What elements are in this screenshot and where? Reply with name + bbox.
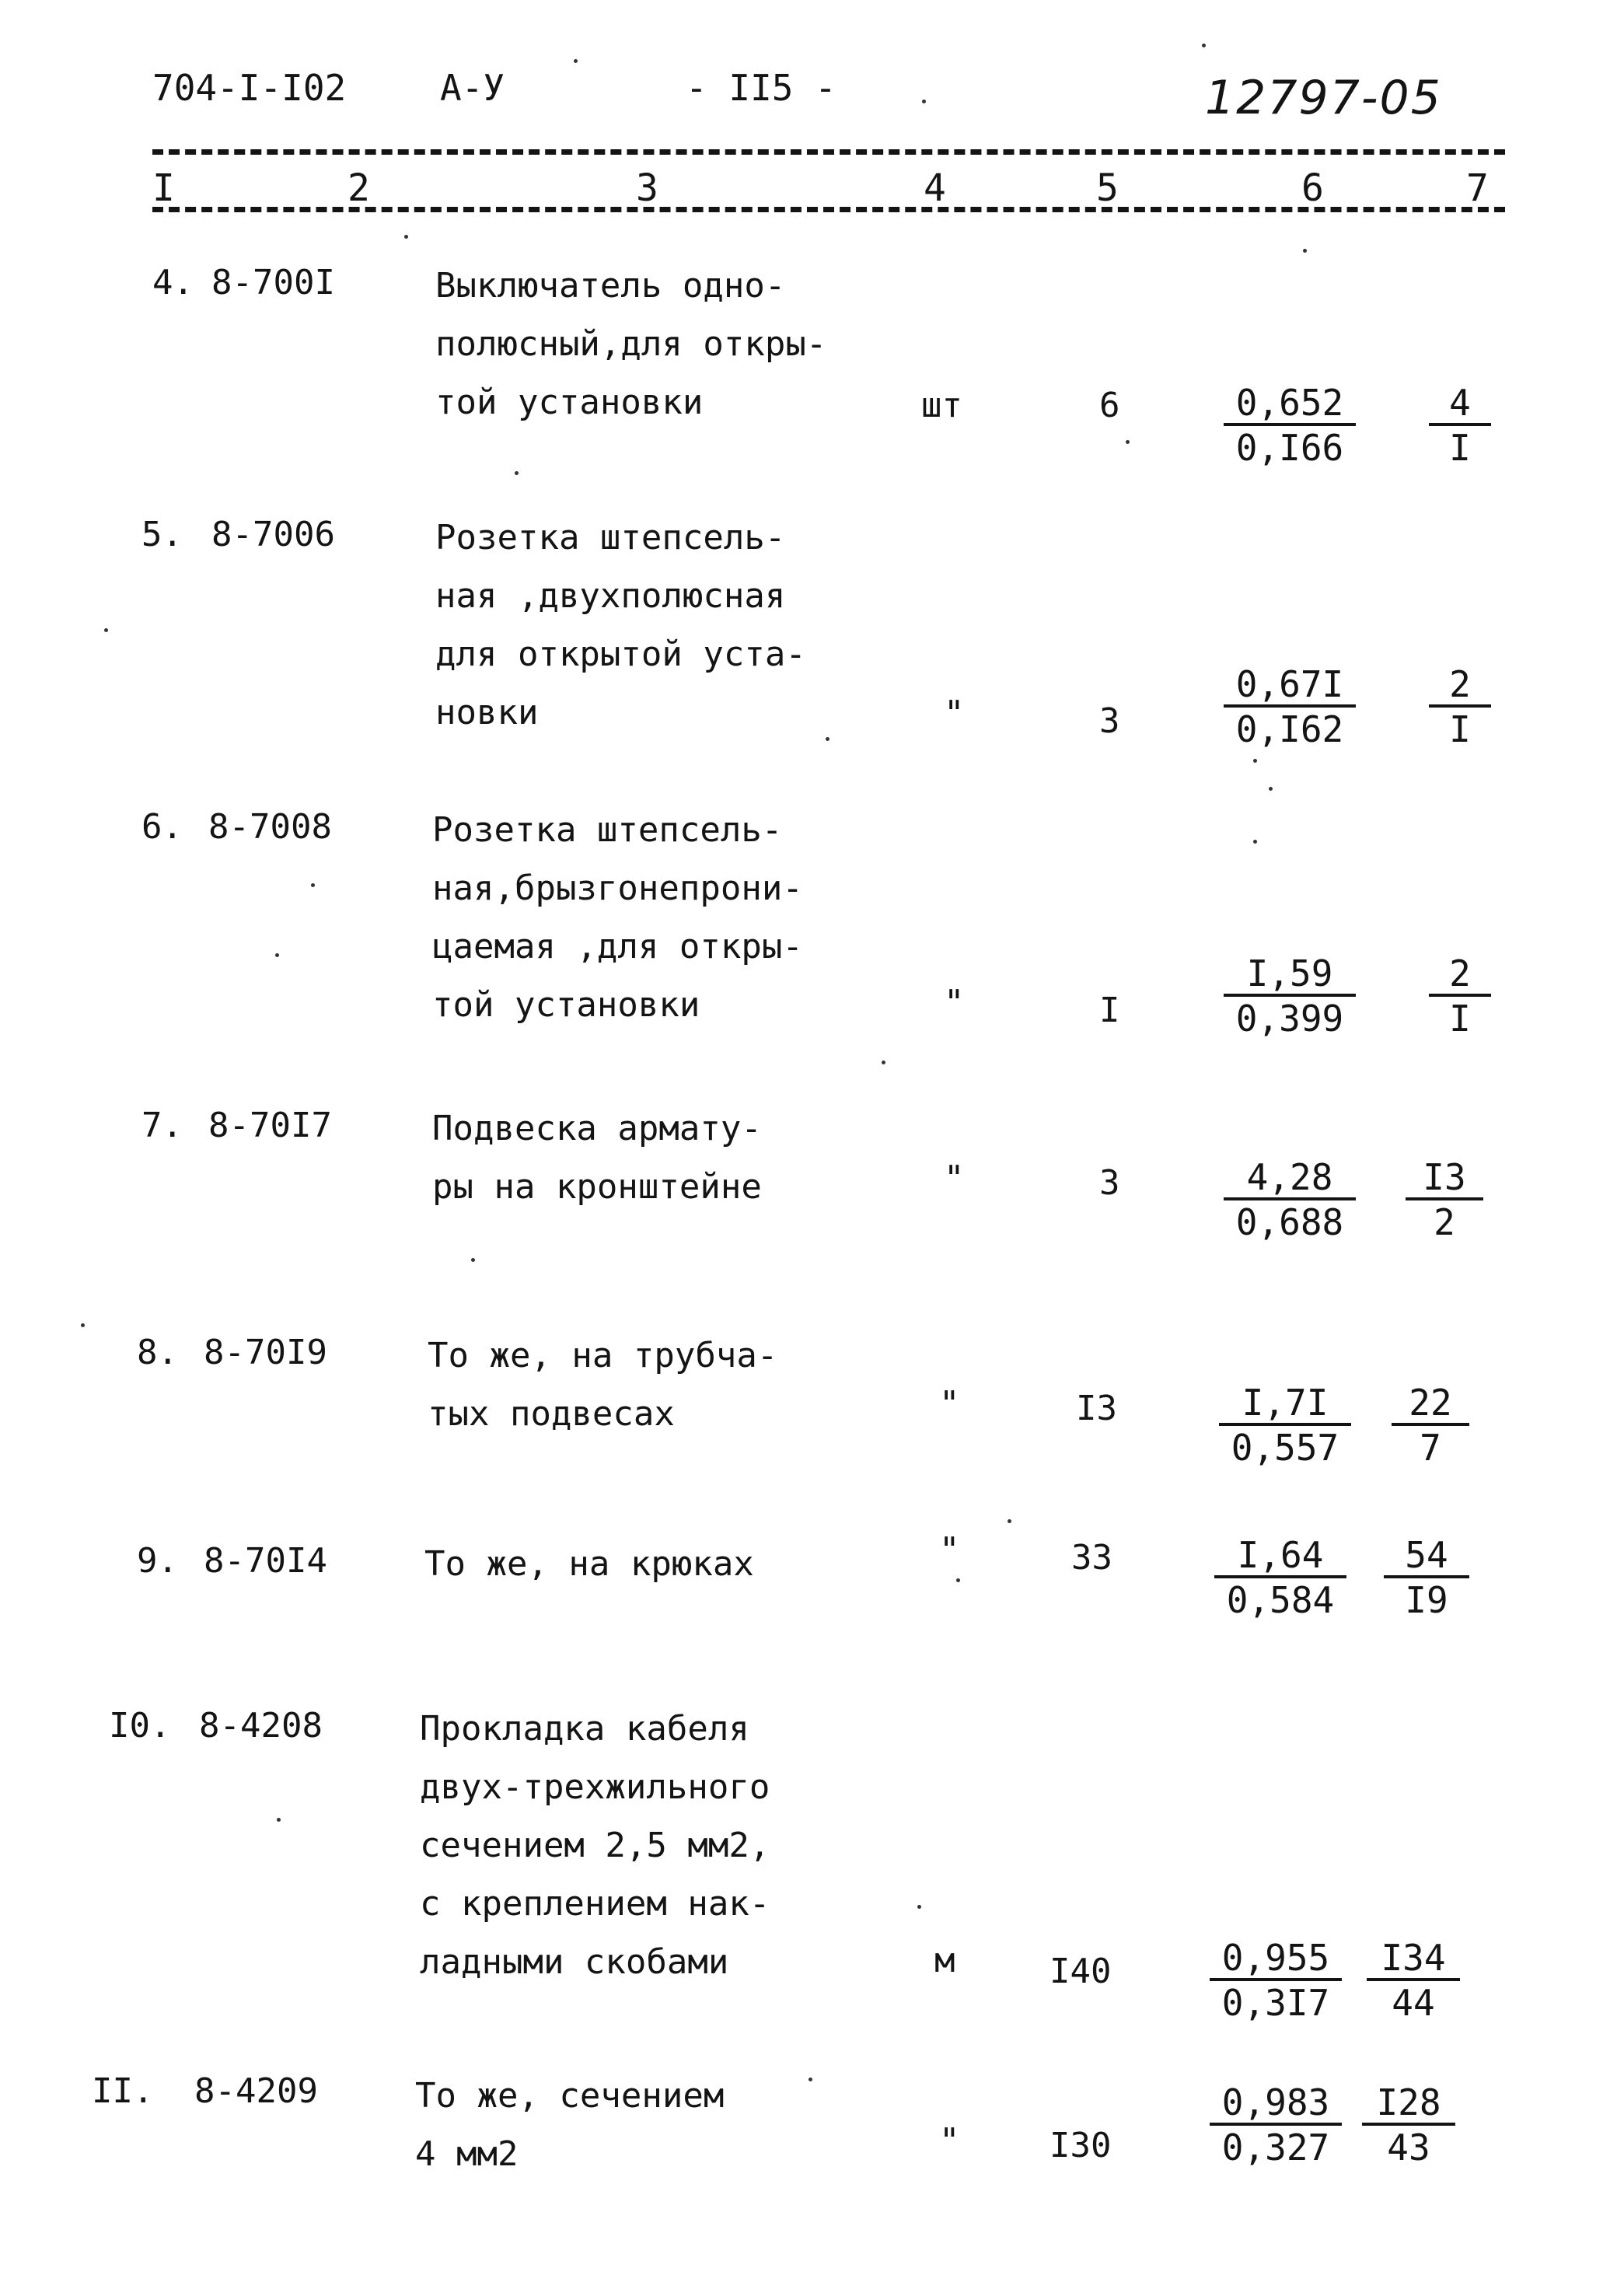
col7-top: 2: [1429, 955, 1491, 997]
row-number: II.: [92, 2071, 154, 2111]
row-code: 8-7008: [208, 807, 332, 847]
series-code: А-У: [440, 67, 505, 109]
row-unit: ": [939, 1384, 960, 1424]
scan-speck: [104, 628, 108, 632]
document-code: 704-I-I02: [152, 67, 347, 109]
row-quantity: I30: [1049, 2126, 1112, 2165]
row-quantity: I40: [1049, 1952, 1112, 1991]
row-col6-fraction: [1224, 384, 1356, 467]
scan-speck: [882, 1061, 885, 1064]
col-num-5: 5: [1096, 166, 1119, 210]
row-description: Розетка штепсель- ная ,двухполюсная для открытой уста- новки: [435, 518, 806, 732]
col7-top: I3: [1406, 1158, 1483, 1200]
scan-speck: [1303, 249, 1307, 253]
col7-top: I34: [1367, 1939, 1460, 1981]
row-col6-fraction: [1219, 1382, 1351, 1469]
row-unit: ": [944, 694, 965, 733]
row-description: Прокладка кабеля двух-трехжильного сечением 2,5 мм2, с креплением нак- ладными скобами: [420, 1709, 770, 1982]
scan-speck: [922, 100, 926, 103]
col7-bottom: 44: [1392, 1982, 1435, 2024]
row-col7-fraction: [1429, 952, 1491, 1040]
col6-top: I,59: [1224, 955, 1356, 997]
row-number: 6.: [141, 807, 183, 847]
row-unit: ": [939, 2121, 960, 2161]
col6-top: 0,652: [1224, 384, 1356, 426]
scan-speck: [826, 737, 829, 741]
row-number: 7.: [141, 1106, 183, 1145]
col6-top: 0,955: [1210, 1939, 1342, 1981]
col7-top: 4: [1429, 384, 1491, 426]
scan-speck: [471, 1258, 475, 1262]
column-rule: [152, 207, 1505, 212]
col6-top: 4,28: [1224, 1158, 1356, 1200]
scan-speck: [515, 471, 519, 475]
row-col7-fraction: [1429, 384, 1491, 467]
row-description: То же, сечением 4 мм2: [415, 2076, 725, 2174]
scan-speck: [1008, 1519, 1011, 1523]
row-col7-fraction: [1367, 1939, 1460, 2022]
col7-top: 54: [1384, 1536, 1469, 1578]
col6-bottom: 0,688: [1235, 1201, 1344, 1243]
row-unit: ": [939, 1530, 960, 1570]
scan-speck: [1269, 787, 1273, 791]
scan-speck: [574, 59, 578, 63]
row-code: 8-7006: [211, 515, 335, 554]
scan-speck: [311, 883, 315, 887]
row-number: 5.: [141, 515, 183, 554]
col6-bottom: 0,3I7: [1221, 1982, 1330, 2024]
row-unit: шт: [921, 386, 962, 425]
col7-bottom: 7: [1420, 1427, 1441, 1469]
row-col7-fraction: [1392, 1382, 1469, 1469]
row-number: 8.: [137, 1333, 178, 1372]
scan-speck: [917, 1905, 921, 1909]
col6-top: I,7I: [1219, 1384, 1351, 1426]
col6-bottom: 0,584: [1226, 1579, 1335, 1621]
scan-speck: [1253, 840, 1257, 844]
row-col7-fraction: [1384, 1536, 1469, 1619]
row-col6-fraction: [1210, 2081, 1342, 2168]
page-number: - II5 -: [686, 67, 836, 109]
row-col6-fraction: [1224, 952, 1356, 1040]
col-num-1: I: [152, 166, 175, 210]
row-col7-fraction: [1406, 1158, 1483, 1241]
row-unit: ": [944, 1158, 965, 1198]
row-quantity: I3: [1076, 1389, 1117, 1428]
col7-bottom: I9: [1405, 1579, 1448, 1621]
scan-speck: [1253, 759, 1257, 763]
row-unit: м: [934, 1941, 955, 1980]
row-description: Розетка штепсель- ная,брызгонепрони- цаемая ,для откры- той установки: [432, 810, 803, 1025]
scan-speck: [1202, 44, 1206, 47]
scan-speck: [1126, 440, 1130, 444]
col7-bottom: I: [1449, 998, 1471, 1040]
row-number: I0.: [109, 1706, 171, 1746]
row-col7-fraction: [1429, 663, 1491, 750]
row-code: 8-70I4: [204, 1541, 327, 1581]
col6-bottom: 0,I62: [1235, 708, 1344, 750]
row-col6-fraction: [1224, 1158, 1356, 1241]
scan-speck: [808, 2078, 812, 2081]
scan-speck: [81, 1323, 85, 1327]
col6-bottom: 0,557: [1231, 1427, 1339, 1469]
col-num-6: 6: [1301, 166, 1324, 210]
row-number: 4.: [152, 263, 194, 302]
row-code: 8-700I: [211, 263, 335, 302]
row-number: 9.: [137, 1541, 178, 1581]
col6-bottom: 0,I66: [1235, 427, 1344, 469]
col7-top: 2: [1429, 666, 1491, 708]
col6-bottom: 0,327: [1221, 2127, 1330, 2168]
row-code: 8-4209: [194, 2071, 318, 2111]
row-quantity: 6: [1099, 386, 1120, 425]
col7-top: I28: [1362, 2084, 1455, 2126]
row-code: 8-70I9: [204, 1333, 327, 1372]
col6-bottom: 0,399: [1235, 998, 1344, 1040]
row-quantity: I: [1099, 991, 1120, 1030]
row-col6-fraction: [1224, 663, 1356, 750]
row-code: 8-70I7: [208, 1106, 332, 1145]
col7-bottom: I: [1449, 708, 1471, 750]
row-quantity: 3: [1099, 1163, 1120, 1203]
row-col6-fraction: [1214, 1536, 1346, 1619]
col7-bottom: 2: [1434, 1201, 1455, 1243]
col6-top: 0,983: [1210, 2084, 1342, 2126]
scan-speck: [277, 1818, 281, 1822]
col6-top: 0,67I: [1224, 666, 1356, 708]
scan-speck: [404, 235, 408, 239]
row-col6-fraction: [1210, 1939, 1342, 2022]
handwritten-number: 12797-05: [1205, 71, 1442, 125]
row-description: Выключатель одно- полюсный,для откры- той установки: [435, 266, 827, 422]
row-code: 8-4208: [199, 1706, 323, 1746]
col7-top: 22: [1392, 1384, 1469, 1426]
col-num-4: 4: [924, 166, 946, 210]
col7-bottom: 43: [1387, 2127, 1430, 2168]
scan-speck: [275, 953, 279, 957]
scan-speck: [956, 1578, 960, 1582]
row-description: То же, на трубча- тых подвесах: [428, 1336, 778, 1434]
col-num-7: 7: [1466, 166, 1489, 210]
row-description: То же, на крюках: [424, 1544, 754, 1584]
row-quantity: 33: [1071, 1538, 1112, 1578]
row-quantity: 3: [1099, 701, 1120, 741]
col7-bottom: I: [1449, 427, 1471, 469]
row-unit: ": [944, 983, 965, 1022]
row-description: Подвеска армату- ры на кронштейне: [432, 1109, 762, 1207]
row-col7-fraction: [1362, 2081, 1455, 2168]
col-num-2: 2: [347, 166, 370, 210]
col-num-3: 3: [636, 166, 658, 210]
header-rule: [152, 149, 1505, 155]
col6-top: I,64: [1214, 1536, 1346, 1578]
